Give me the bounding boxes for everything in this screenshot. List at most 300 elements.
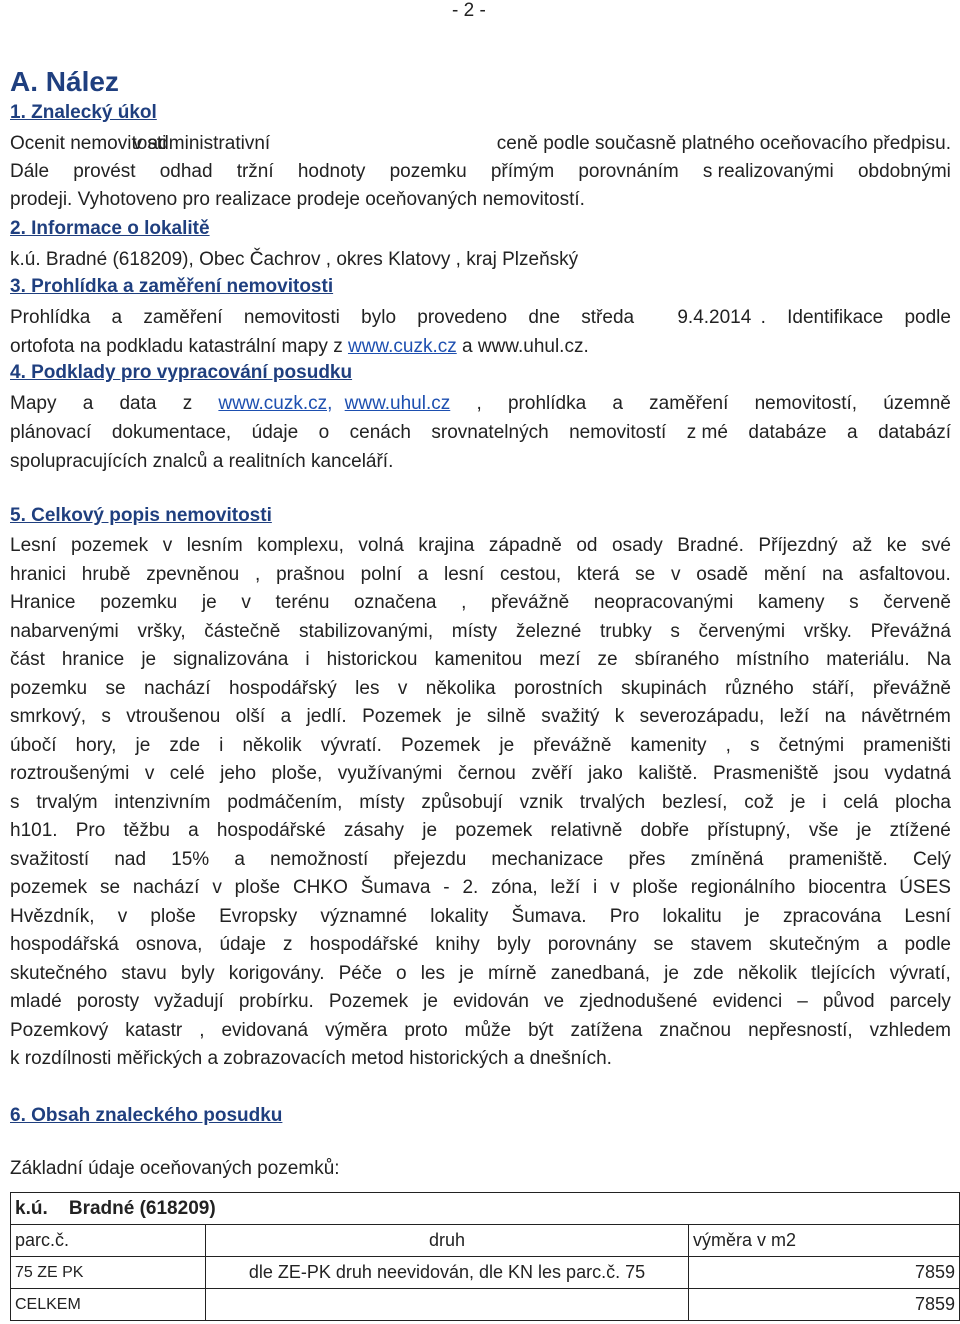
word: podmáčením, (227, 791, 343, 813)
s5-line (10, 589, 951, 618)
word: roztroušenými (10, 763, 130, 784)
s5-line (10, 960, 951, 989)
word: stáří, (812, 677, 855, 699)
word: přejezdu (393, 848, 467, 870)
cell-parc: 75 ZE PK (11, 1257, 206, 1289)
word: různého (725, 677, 794, 699)
word: zanedbaná, (550, 962, 651, 984)
word: s (849, 592, 859, 613)
word: se (99, 877, 121, 898)
word: asfaltovou. (858, 563, 951, 585)
word: 15% (171, 848, 210, 870)
word: data (119, 393, 157, 414)
word: podle (904, 307, 951, 328)
cell-druh (206, 1289, 689, 1321)
word: plocha (894, 791, 951, 813)
word: zpevněnou (146, 563, 240, 585)
word: neopracovanými (593, 592, 734, 613)
word: vznik (519, 791, 563, 813)
page-number: - 2 - (452, 0, 486, 21)
word: Dále (10, 161, 50, 182)
header-parc: parc.č. (11, 1225, 206, 1257)
word: jsou (834, 763, 869, 784)
word: Pro (75, 820, 106, 841)
word: olší (235, 706, 266, 727)
word: v (144, 763, 155, 784)
word: kamenitou (434, 649, 523, 670)
s5-line (10, 1017, 951, 1046)
word: celé (169, 763, 205, 784)
word: provedeno (417, 307, 508, 328)
word: h101. (10, 820, 58, 841)
word: přímým (490, 161, 555, 182)
word: údaje (251, 422, 299, 443)
word: vyžadují (154, 991, 224, 1012)
word: zde (693, 962, 724, 984)
word: hospodářské (309, 934, 419, 955)
word: v (670, 563, 681, 585)
word: sbíraného (634, 649, 720, 670)
word: ceně podle současně platného oceňovacího předpisu. (496, 133, 951, 154)
word: úbočí (10, 734, 57, 756)
s5-line (10, 789, 951, 818)
word: CHKO (292, 877, 348, 898)
word: přístupný, (707, 820, 791, 841)
s5-line (10, 931, 951, 960)
word: být (528, 1019, 554, 1041)
word: stavu (121, 962, 167, 984)
word: způsobují (421, 791, 503, 813)
word: je (423, 991, 438, 1012)
word: srovnatelných (431, 422, 549, 443)
word: , (725, 734, 731, 756)
text: ortofota na podkladu katastrální mapy z (10, 336, 348, 357)
s5-line (10, 703, 951, 732)
word: je (664, 962, 679, 984)
word: nachází (144, 677, 211, 699)
uhul-link[interactable]: www.uhul.cz (344, 393, 451, 414)
word: Identifikace (787, 307, 884, 328)
word: v (117, 905, 128, 927)
s5-line (10, 817, 951, 846)
word: odhad (159, 161, 213, 182)
word: Evropsky (219, 905, 298, 927)
word: údaje (219, 934, 266, 955)
section-3-title: 3. Prohlídka a zaměření nemovitosti (10, 276, 334, 297)
word: zmíněná (690, 848, 764, 870)
word: kameny (757, 592, 825, 613)
word: ploše, (271, 763, 323, 784)
word: prohlídka (507, 393, 587, 414)
cadastral-area-cell (11, 1193, 960, 1225)
section-4-title: 4. Podklady pro vypracování posudku (10, 362, 353, 383)
word: mezí (539, 649, 581, 670)
word: převážně (533, 734, 612, 756)
word: a (82, 393, 94, 414)
word: označena (354, 592, 437, 613)
word: celá (843, 791, 879, 813)
word: – (797, 991, 808, 1012)
word: místy (451, 620, 498, 642)
word: převážně (491, 592, 570, 613)
word: volná (358, 535, 404, 556)
word: pozemku (10, 677, 88, 699)
word: je (744, 905, 760, 927)
header-vymera: výměra v m2 (689, 1225, 960, 1257)
word: trvalých (579, 791, 646, 813)
word: pozemek (10, 877, 88, 898)
word: i (592, 877, 598, 898)
word: pozemek (455, 820, 533, 841)
word: vršky, (137, 620, 186, 642)
word: nad (114, 848, 147, 870)
word: zaměření (143, 307, 223, 328)
word: polní (360, 563, 402, 585)
s2-line: k.ú. Bradné (618209), Obec Čachrov , okres Klatovy , kraj Plzeňský (10, 249, 579, 270)
word: v (212, 877, 222, 898)
word: trvalým (36, 791, 98, 813)
word: v (241, 592, 251, 613)
word: kaliště. (638, 763, 698, 784)
word: osady (612, 535, 663, 556)
word: územně (883, 393, 951, 414)
word: porostních (513, 677, 603, 699)
word: Prohlídka (10, 307, 91, 328)
word: zóna, (491, 877, 538, 898)
heading-a: A. Nález (10, 66, 119, 97)
section-2-title: 2. Informace o lokalitě (10, 218, 210, 239)
word: intenzivním (114, 791, 211, 813)
word: výměra (325, 1019, 388, 1041)
word: Prasmeniště (712, 763, 819, 784)
word: krajina (418, 535, 475, 556)
word: proto (404, 1019, 448, 1041)
word: cenách (349, 422, 411, 443)
word: ze (597, 649, 618, 670)
word: až (852, 535, 873, 556)
word: materiálu. (826, 649, 910, 670)
word: je (422, 820, 438, 841)
table-row (11, 1257, 960, 1289)
word: hrubě (81, 563, 131, 585)
header-druh: druh (206, 1225, 689, 1257)
s5-line (10, 732, 951, 761)
word: i (822, 791, 827, 813)
word: těžbu (123, 820, 170, 841)
word: , (461, 592, 467, 613)
word: prašnou (276, 563, 345, 585)
word: je (141, 649, 157, 670)
word: pozemku (389, 161, 467, 182)
word: je (499, 734, 515, 756)
word: zvěří (531, 763, 573, 784)
word: ploše (234, 877, 281, 898)
word: Ocenit nemovitosti (10, 133, 167, 154)
cuzk-link[interactable]: www.cuzk.cz, (218, 393, 333, 414)
word: pozemku (100, 592, 178, 613)
word: s (750, 734, 760, 756)
word: je (790, 791, 806, 813)
word: probírku. (238, 991, 314, 1012)
word: vydatná (884, 763, 951, 784)
word: se (653, 934, 674, 955)
word: skutečným (768, 934, 860, 955)
table-row (11, 1193, 960, 1225)
word: několika (425, 677, 496, 699)
s1-line-1 (10, 130, 951, 159)
word: evidovaná (221, 1019, 309, 1041)
word: v (610, 877, 620, 898)
word: stabilizovanými, (299, 620, 434, 642)
word: dobře (640, 820, 690, 841)
word: svažitý (541, 706, 600, 727)
word: Péče (338, 962, 382, 984)
word: silně (486, 706, 526, 727)
word: Šumava (360, 877, 431, 898)
word: mladé (10, 991, 62, 1012)
word: místy (359, 791, 405, 813)
word: pozemek (71, 535, 149, 556)
word: zpracována (782, 905, 882, 927)
s1-line-3: prodeji. Vyhotoveno pro realizace prodeje oceňovaných nemovitostí. (10, 189, 585, 210)
cuzk-link[interactable]: www.cuzk.cz (347, 336, 457, 357)
word: v administrativní (132, 133, 271, 154)
word: a (280, 706, 292, 727)
word: . (760, 307, 766, 328)
word: Příjezdný (758, 535, 838, 556)
section-1-title: 1. Znalecký úkol (10, 102, 157, 123)
word: evidenci (712, 991, 783, 1012)
word: lokality (430, 905, 489, 927)
word: nemovitostí, (754, 393, 858, 414)
word: smrkový, (10, 706, 86, 727)
word: relativně (550, 820, 623, 841)
cell-vymera: 7859 (689, 1289, 960, 1321)
word: vtroušenou (126, 706, 221, 727)
word: lokalitu (662, 905, 722, 927)
word: porovnáním (578, 161, 679, 182)
word: stavem (690, 934, 752, 955)
word: s (10, 791, 20, 813)
word: Pozemkový (10, 1019, 109, 1041)
word: černou (457, 763, 516, 784)
word: korigovány. (228, 962, 325, 984)
word: terénu (275, 592, 330, 613)
word: značnou (659, 1019, 732, 1041)
word: , (255, 563, 261, 585)
s6-intro: Základní údaje oceňovaných pozemků: (10, 1158, 340, 1179)
word: dne (528, 307, 561, 328)
word: porovnány (547, 934, 637, 955)
word: a (188, 820, 199, 841)
word: přes (628, 848, 666, 870)
word: z mé (686, 422, 728, 443)
word: zjednodušené (579, 991, 698, 1012)
word: s (101, 706, 111, 727)
s5-line (10, 618, 951, 647)
word: byly (496, 934, 531, 955)
word: v (162, 535, 173, 556)
word: plánovací (10, 422, 92, 443)
cell-vymera: 7859 (689, 1257, 960, 1289)
word: nemovitosti (243, 307, 340, 328)
word: částečně (204, 620, 281, 642)
word: ztížené (889, 820, 951, 841)
word: Mapy (10, 393, 57, 414)
word: hranici (10, 563, 66, 585)
cell-druh: dle ZE-PK druh neevidován, dle KN les parc.č. 75 (206, 1257, 689, 1289)
s3-line-1 (10, 304, 951, 333)
s5-line (10, 760, 951, 789)
word: kamenity (630, 734, 707, 756)
word: část (10, 649, 45, 670)
word: nemovitostí (569, 422, 667, 443)
word: i (219, 734, 224, 756)
s4-line-3: spolupracujících znalců a realitních kanceláří. (10, 451, 394, 472)
word: lesní (443, 563, 485, 585)
word: významné (320, 905, 408, 927)
word: Na (926, 649, 951, 670)
word: regionálního (690, 877, 796, 898)
word: porosty (76, 991, 140, 1012)
word: vzhledem (869, 1019, 951, 1041)
word: nabarvenými (10, 620, 119, 642)
word: hospodářský (229, 677, 337, 699)
word: tržní (236, 161, 274, 182)
word: zaměření (649, 393, 729, 414)
word: četnými (778, 734, 845, 756)
word: nachází (132, 877, 200, 898)
word: hospodářské (216, 820, 326, 841)
word: a (234, 848, 245, 870)
word: ploše (632, 877, 678, 898)
s5-line (10, 988, 951, 1017)
s5-line (10, 903, 951, 932)
word: byly (180, 962, 215, 984)
word: Pozemek (362, 706, 442, 727)
s5-line (10, 561, 951, 590)
word: návětrném (861, 706, 951, 727)
word: skupinách (621, 677, 707, 699)
word: tlejících (811, 962, 876, 984)
word: 2. (462, 877, 479, 898)
word: ve (544, 991, 565, 1012)
word: je (201, 592, 217, 613)
table-row (11, 1289, 960, 1321)
word: parcely (889, 991, 951, 1012)
word: červeně (883, 592, 951, 613)
s5-last-line: k rozdílnosti měřických a zobrazovacích metod historických a dnešních. (10, 1048, 612, 1069)
word: mechanizace (491, 848, 604, 870)
word: databáze (748, 422, 827, 443)
word: mění (763, 563, 807, 585)
word: , (476, 393, 482, 414)
word: cestou, (499, 563, 562, 585)
text: a www.uhul.cz. (456, 336, 589, 357)
word: a (612, 393, 623, 414)
word: jako (588, 763, 623, 784)
word: bylo (361, 307, 397, 328)
parcel-table (10, 1192, 960, 1321)
cell-parc: CELKEM (11, 1289, 206, 1321)
word: své (921, 535, 951, 556)
word: v (397, 677, 408, 699)
s5-line (10, 846, 951, 875)
word: od (576, 535, 598, 556)
word: osadě (696, 563, 749, 585)
word: o (396, 962, 407, 984)
word: Pro (609, 905, 640, 927)
word: Pozemek (401, 734, 481, 756)
word: vršky. (803, 620, 852, 642)
inspection-date: 9.4.2014 (677, 307, 752, 328)
word: západně (488, 535, 562, 556)
word: prameniště. (788, 848, 888, 870)
word: evidován (452, 991, 529, 1012)
word: zásahy (343, 820, 405, 841)
word: což (744, 791, 774, 813)
word: a (417, 563, 429, 585)
word: zde (169, 734, 201, 756)
word: Šumava. (511, 905, 587, 927)
word: středa (581, 307, 635, 328)
word: o (318, 422, 330, 443)
table-header-row (11, 1225, 960, 1257)
word: obdobnými (857, 161, 951, 182)
word: Pozemek (328, 991, 409, 1012)
word: která (577, 563, 620, 585)
word: na (824, 706, 846, 727)
word: jedlí. (306, 706, 347, 727)
word: k (614, 706, 625, 727)
word: Lesní (10, 535, 57, 556)
word: les (420, 962, 446, 984)
word: komplexu, (257, 535, 344, 556)
word: ploše (150, 905, 196, 927)
ku-value: Bradné (618209) (68, 1197, 216, 1219)
s5-line (10, 675, 951, 704)
word: podle (904, 934, 951, 955)
word: a (876, 934, 888, 955)
word: využívanými (337, 763, 443, 784)
word: železné (515, 620, 582, 642)
word: hranice (61, 649, 125, 670)
s5-line (10, 874, 951, 903)
s4-line-2 (10, 419, 951, 448)
word: provést (73, 161, 136, 182)
word: se (105, 677, 126, 699)
word: lesním (186, 535, 243, 556)
word: biocentra (808, 877, 887, 898)
word: severozápadu, (639, 706, 765, 727)
word: původ (822, 991, 875, 1012)
word: s realizovanými (702, 161, 834, 182)
word: z (182, 393, 193, 414)
word: vše (808, 820, 839, 841)
word: ke (886, 535, 907, 556)
word: červenými (698, 620, 786, 642)
word: jeho (220, 763, 257, 784)
word: je (856, 820, 872, 841)
word: katastr (125, 1019, 183, 1041)
word: vývratí, (889, 962, 951, 984)
word: může (464, 1019, 512, 1041)
word: ÚSES (899, 877, 951, 898)
word: hory, (75, 734, 117, 756)
word: i (305, 649, 310, 670)
word: osnova, (135, 934, 203, 955)
word: nepřesností, (748, 1019, 853, 1041)
